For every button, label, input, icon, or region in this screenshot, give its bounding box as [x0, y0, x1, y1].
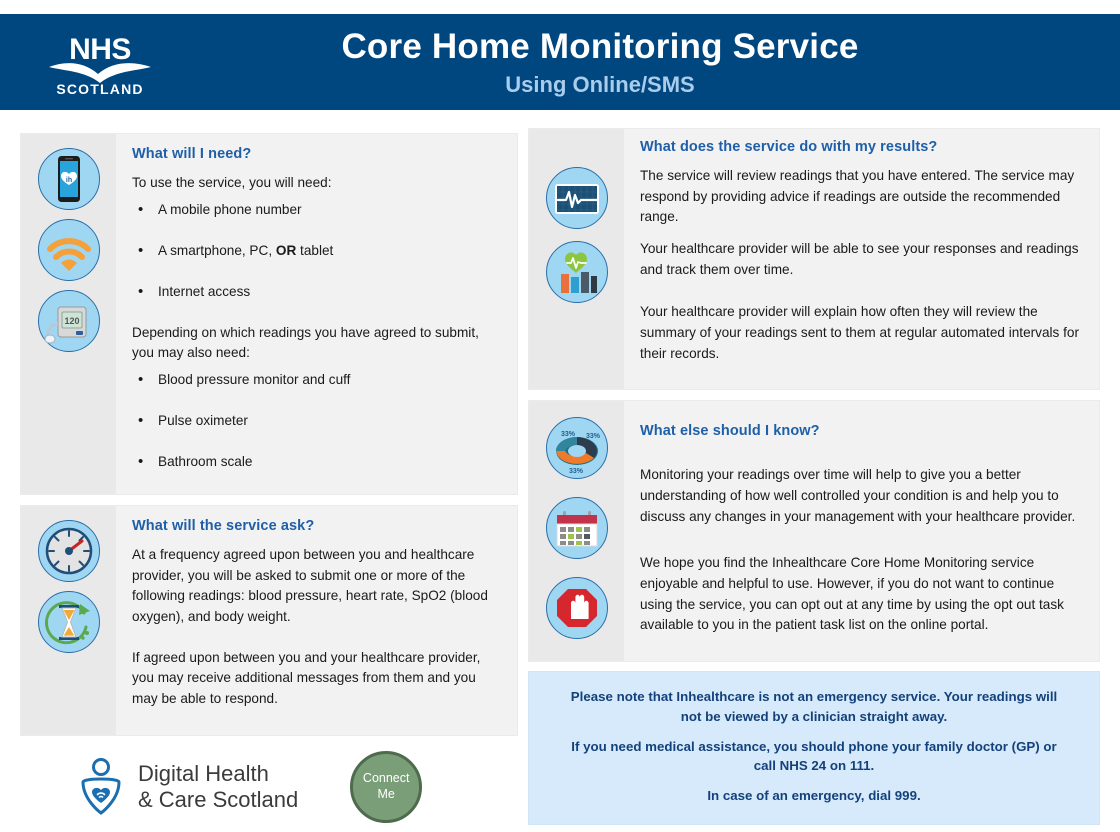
panel-need-content — [116, 134, 517, 494]
panel-need-intro-2: Depending on which readings you have agreed to submit, you may also need: — [132, 324, 479, 361]
panel-need-icon-strip — [21, 134, 116, 494]
panel-ask-paragraph-1: At a frequency agreed upon between you and healthcare provider, you will be asked to submit one or more of the following readings: blood pressure, heart rate, SpO2 (blood oxygen), and body weight. — [132, 547, 488, 624]
connect-me-line1: Connect — [362, 770, 410, 785]
bullet-text: Internet access — [158, 283, 251, 299]
panel-else-content — [624, 401, 1099, 661]
wifi-icon — [38, 219, 100, 281]
panel-else-icon-strip — [529, 401, 624, 661]
connect-me-badge — [350, 751, 422, 823]
panel-else-paragraph-1: Monitoring your readings over time will help to give you a better understanding of how well controlled your condition is and help you to discuss any changes in your management with your healthcare provider. — [640, 467, 1076, 524]
panel-need-heading: What will I need? — [132, 146, 252, 162]
list-item — [132, 200, 499, 219]
bullet-text: Pulse oximeter — [158, 413, 248, 429]
footer — [20, 742, 518, 832]
svg-text:NHS: NHS — [69, 33, 131, 66]
digital-health-care-scotland-logo — [78, 758, 298, 816]
svg-text:33%: 33% — [560, 431, 575, 439]
dhcs-label — [138, 761, 298, 812]
nhs-scotland-logo — [0, 14, 200, 110]
panel-results-icon-strip — [529, 129, 624, 389]
list-item — [132, 282, 499, 301]
gauge-icon — [38, 520, 100, 582]
svg-text:120: 120 — [63, 316, 80, 326]
svg-text:33%: 33% — [568, 468, 583, 476]
list-item — [132, 241, 499, 260]
notice-line-2: If you need medical assistance, you should phone your family doctor (GP) or call NHS 24 on 111. — [571, 738, 1057, 774]
panel-need-intro: To use the service, you will need: — [132, 175, 332, 190]
smartphone-ih-icon — [38, 148, 100, 210]
panel-results-paragraph-2: Your healthcare provider will be able to see your responses and readings and track them over time. — [640, 240, 1079, 277]
notice-line-1: Please note that Inhealthcare is not an emergency service. Your readings will not be viewed by a clinician straight away. — [570, 689, 1058, 724]
svg-text:ih: ih — [65, 177, 72, 184]
panel-results-paragraph-1: The service will review readings that you have entered. The service may respond by providing advice if readings are outside the recommended range. — [640, 168, 1075, 225]
panel-else-paragraph-2: We hope you find the Inhealthcare Core Home Monitoring service enjoyable and helpful to use. However, if you do not want to continue using the service, you can opt out at any time by using the opt out task available to you in the patient task list on the online portal. — [640, 555, 1064, 633]
panel-need-bullets — [132, 200, 499, 301]
ecg-monitor-icon — [546, 167, 608, 229]
dhcs-mark-icon — [78, 758, 124, 816]
donut-chart-icon — [546, 417, 608, 479]
left-column — [20, 133, 518, 832]
header-title-block — [200, 27, 1120, 97]
page-header — [0, 14, 1120, 110]
svg-text:33%: 33% — [585, 433, 600, 441]
panel-results-paragraph-3: Your healthcare provider will explain how often they will review the summary of your readings sent to them at regular automated intervals for their records. — [640, 304, 1079, 361]
svg-text:SCOTLAND: SCOTLAND — [56, 81, 144, 97]
bullet-text: Bathroom scale — [158, 454, 253, 470]
bullet-text: A smartphone, PC, — [158, 242, 276, 258]
panel-need-bullets-2 — [132, 370, 499, 471]
panel-ask-paragraph-2: If agreed upon between you and your healthcare provider, you may receive additional messages from them and you may be able to respond. — [132, 649, 481, 706]
panel-else-heading: What else should I know? — [640, 423, 820, 440]
body-area — [0, 110, 1120, 812]
right-column — [528, 128, 1100, 825]
dhcs-label-line2: & Care Scotland — [138, 786, 299, 812]
page-subtitle: Using Online/SMS — [505, 72, 695, 98]
calendar-icon — [546, 497, 608, 559]
dhcs-label-line1: Digital Health — [138, 761, 269, 787]
panel-what-will-service-ask — [20, 505, 518, 736]
hourglass-cycle-icon — [38, 591, 100, 653]
panel-ask-heading: What will the service ask? — [132, 518, 315, 534]
connect-me-line2: Me — [377, 786, 395, 801]
page-title: Core Home Monitoring Service — [341, 26, 859, 66]
bar-chart-heart-icon — [546, 241, 608, 303]
stop-hand-icon — [546, 577, 608, 639]
list-item — [132, 411, 499, 430]
panel-ask-content — [116, 506, 517, 735]
bullet-text-after: tablet — [296, 242, 334, 258]
panel-results-heading: What does the service do with my results? — [640, 139, 938, 155]
blood-pressure-monitor-icon — [38, 290, 100, 352]
panel-what-will-i-need — [20, 133, 518, 495]
bullet-text: Blood pressure monitor and cuff — [158, 372, 351, 388]
panel-results-content — [624, 129, 1099, 389]
panel-what-else-should-i-know — [528, 400, 1100, 662]
notice-line-3: In case of an emergency, dial 999. — [707, 788, 921, 804]
list-item — [132, 370, 499, 389]
emergency-notice — [528, 671, 1100, 824]
bullet-text: A mobile phone number — [158, 201, 302, 217]
panel-what-does-service-do — [528, 128, 1100, 390]
list-item — [132, 452, 499, 471]
bullet-text-bold: OR — [275, 242, 297, 258]
panel-ask-icon-strip — [21, 506, 116, 735]
